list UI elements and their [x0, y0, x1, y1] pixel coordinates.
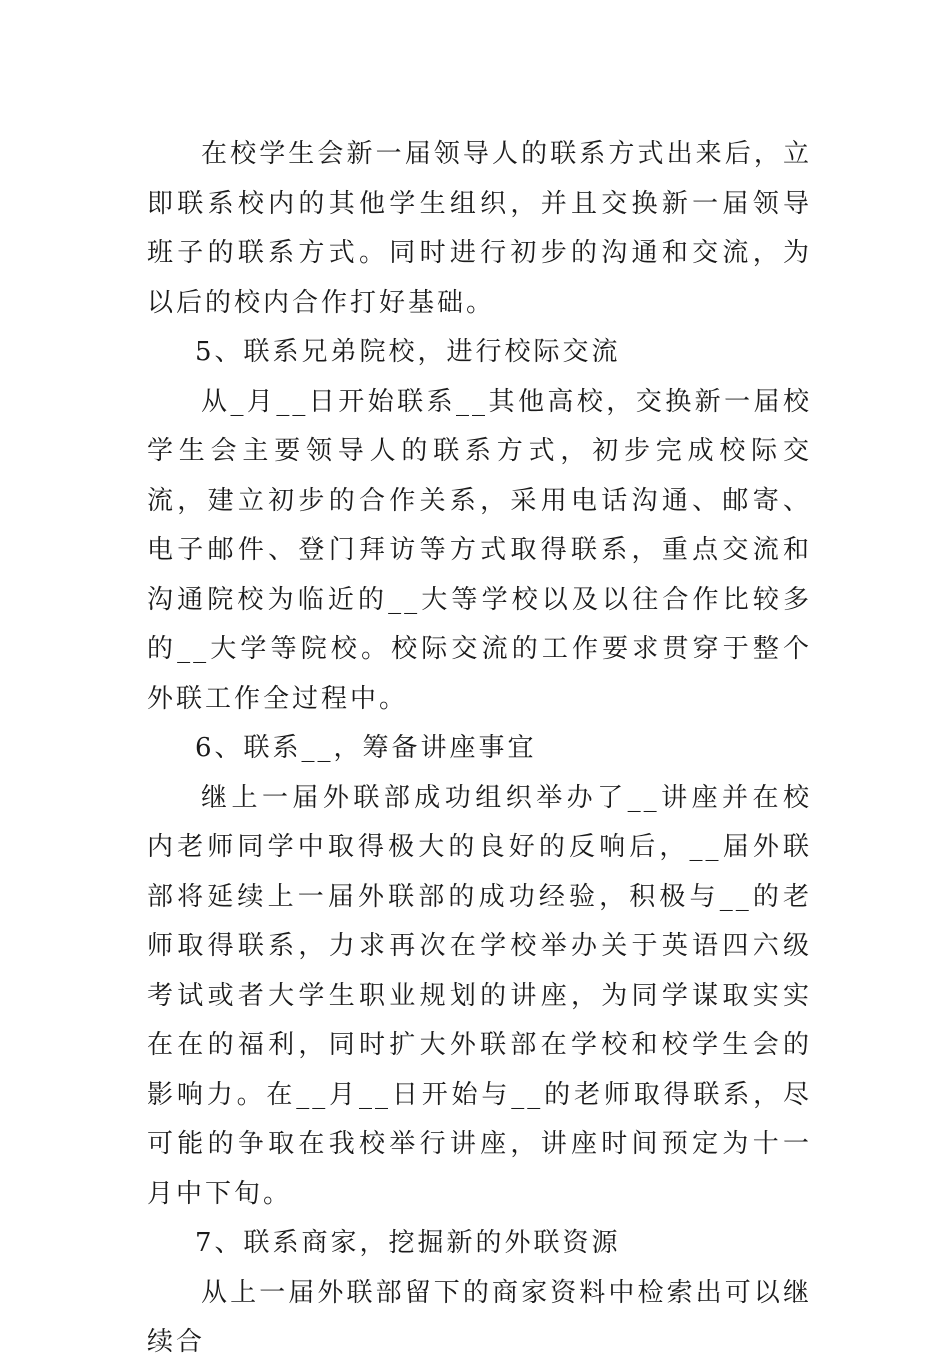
paragraph-contact-student-orgs: 在校学生会新一届领导人的联系方式出来后，立即联系校内的其他学生组织，并且交换新一届领导班子的联系方式。同时进行初步的沟通和交流，为以后的校内合作打好基础。: [147, 139, 812, 318]
section-heading-7: 7、联系商家，挖掘新的外联资源: [195, 1228, 621, 1258]
section-heading-6: 6、联系__，筹备讲座事宜: [195, 733, 537, 763]
paragraph-lecture-preparation: 继上一届外联部成功组织举办了__讲座并在校内老师同学中取得极大的良好的反响后，__届外联部将延续上一届外联部的成功经验，积极与__的老师取得联系，力求再次在学校举办关于英语四六级考试或者大学生职业规划的讲座，为同学谋取实实在在的福利，同时扩大外联部在学校和校学生会的影响力。在__月__日开始与__的老师取得联系，尽可能的争取在我校举行讲座，讲座时间预定为十一月中下旬。: [147, 782, 812, 1209]
paragraph-merchant-resources: 从上一届外联部留下的商家资料中检索出可以继续合: [147, 1277, 812, 1357]
section-heading-5: 5、联系兄弟院校，进行校际交流: [195, 337, 621, 367]
document-body: [147, 130, 812, 1368]
paragraph-inter-school-exchange: 从_月__日开始联系__其他高校，交换新一届校学生会主要领导人的联系方式，初步完成校际交流，建立初步的合作关系，采用电话沟通、邮寄、电子邮件、登门拜访等方式取得联系，重点交流和沟通院校为临近的__大等学校以及以往合作比较多的__大学等院校。校际交流的工作要求贯穿于整个外联工作全过程中。: [147, 386, 812, 714]
